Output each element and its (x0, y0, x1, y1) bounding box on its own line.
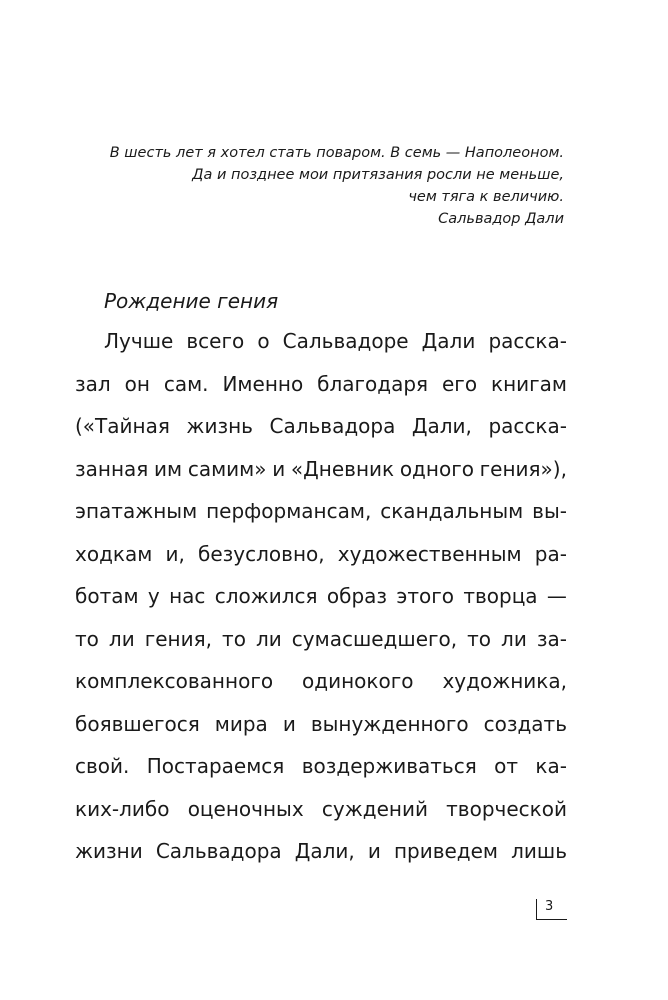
body-word: за- (536, 626, 567, 651)
epigraph-author: Сальвадор Дали (438, 211, 564, 227)
body-word: образ (326, 584, 388, 608)
body-word: нас (169, 584, 206, 608)
body-word: всего (186, 329, 245, 353)
body-word: («Тайная (75, 414, 170, 438)
body-word: одинокого (302, 669, 414, 693)
body-word: «Дневник (290, 456, 395, 481)
body-line (75, 326, 567, 369)
body-word: комплексованного (75, 669, 274, 693)
page-number: 3 (545, 899, 554, 914)
body-word: Именно (222, 371, 304, 396)
body-line (75, 624, 567, 667)
body-word: вынужденного (310, 711, 469, 736)
body-word: от (494, 754, 519, 778)
body-word: он (124, 371, 150, 396)
body-word: перформансам, (206, 499, 372, 523)
body-word: одного (399, 456, 474, 481)
body-word: ких-либо (75, 796, 170, 821)
body-word: ли (108, 626, 135, 651)
body-line (75, 369, 567, 412)
epigraph-line: чем тяга к величию. (408, 189, 564, 205)
body-word: этого (396, 584, 454, 608)
body-word: суждений (321, 796, 428, 821)
body-word: вы- (532, 499, 567, 523)
body-word: художественным (337, 541, 522, 566)
body-word: приведем (393, 839, 499, 863)
body-word: книгам (490, 371, 567, 396)
body-word: и (272, 456, 286, 481)
body-word: боявшегося (75, 711, 200, 736)
body-word: у (147, 584, 160, 608)
body-word: воздерживаться (301, 754, 477, 778)
epigraph-line: Да и позднее мои притязания росли не меньше, (192, 167, 564, 183)
body-word: то (467, 626, 492, 651)
body-word: оценочных (187, 796, 304, 821)
body-line (75, 666, 567, 709)
body-word: и (282, 711, 296, 736)
body-word: скандальным (380, 499, 524, 523)
body-text (75, 326, 567, 879)
body-word: о (257, 329, 270, 353)
body-word: Дали (421, 329, 476, 353)
body-word: Сальвадоре (282, 329, 409, 353)
body-word: творца (463, 584, 538, 608)
body-word: расска- (488, 329, 567, 353)
body-word: Сальвадора (155, 839, 282, 863)
body-line (75, 454, 567, 497)
body-line (75, 581, 567, 624)
body-word: жизнь (186, 414, 253, 438)
chapter-title: Рождение гения (104, 289, 279, 313)
body-word: то (75, 626, 99, 651)
body-word: художника, (442, 669, 567, 693)
body-word: ли (501, 626, 527, 651)
body-line (75, 709, 567, 752)
body-word: сложился (214, 584, 318, 608)
body-line (75, 539, 567, 582)
body-word: расска- (488, 414, 567, 438)
body-word: гения, (144, 626, 213, 651)
body-word: ходкам (75, 541, 153, 566)
body-word: Лучше (104, 329, 174, 353)
body-word: Сальвадора (269, 414, 396, 438)
body-line (75, 794, 567, 837)
body-word: сумасшедшего, (291, 626, 458, 651)
body-word: ботам (75, 584, 139, 608)
body-word: лишь (511, 839, 567, 863)
body-word: Дали, (294, 839, 355, 863)
body-word: самим» (187, 456, 267, 481)
body-word: им (154, 456, 183, 481)
body-word: сам. (163, 371, 209, 396)
body-word: мира (214, 711, 268, 736)
body-word: — (546, 584, 567, 608)
body-line (75, 751, 567, 794)
body-word: и (367, 839, 381, 863)
body-line (75, 496, 567, 539)
body-word: зал (75, 371, 111, 396)
body-word: безусловно, (198, 541, 325, 566)
body-word: ра- (534, 541, 567, 566)
body-word: его (442, 371, 478, 396)
body-word: творческой (446, 796, 567, 821)
body-word: ли (255, 626, 282, 651)
body-word: создать (483, 711, 567, 736)
body-word: эпатажным (75, 499, 198, 523)
body-word: и, (165, 541, 185, 566)
body-word: свой. (75, 754, 130, 778)
epigraph-line: В шесть лет я хотел стать поваром. В семь — Наполеоном. (109, 145, 564, 161)
body-word: ка- (535, 754, 567, 778)
body-word: благодаря (317, 371, 429, 396)
body-word: занная (75, 456, 149, 481)
body-word: жизни (75, 839, 143, 863)
body-word: Постараемся (146, 754, 285, 778)
body-word: гения»), (479, 456, 567, 481)
body-line (75, 836, 567, 879)
epigraph (64, 142, 564, 230)
body-line (75, 411, 567, 454)
body-word: то (222, 626, 246, 651)
body-word: Дали, (411, 414, 472, 438)
